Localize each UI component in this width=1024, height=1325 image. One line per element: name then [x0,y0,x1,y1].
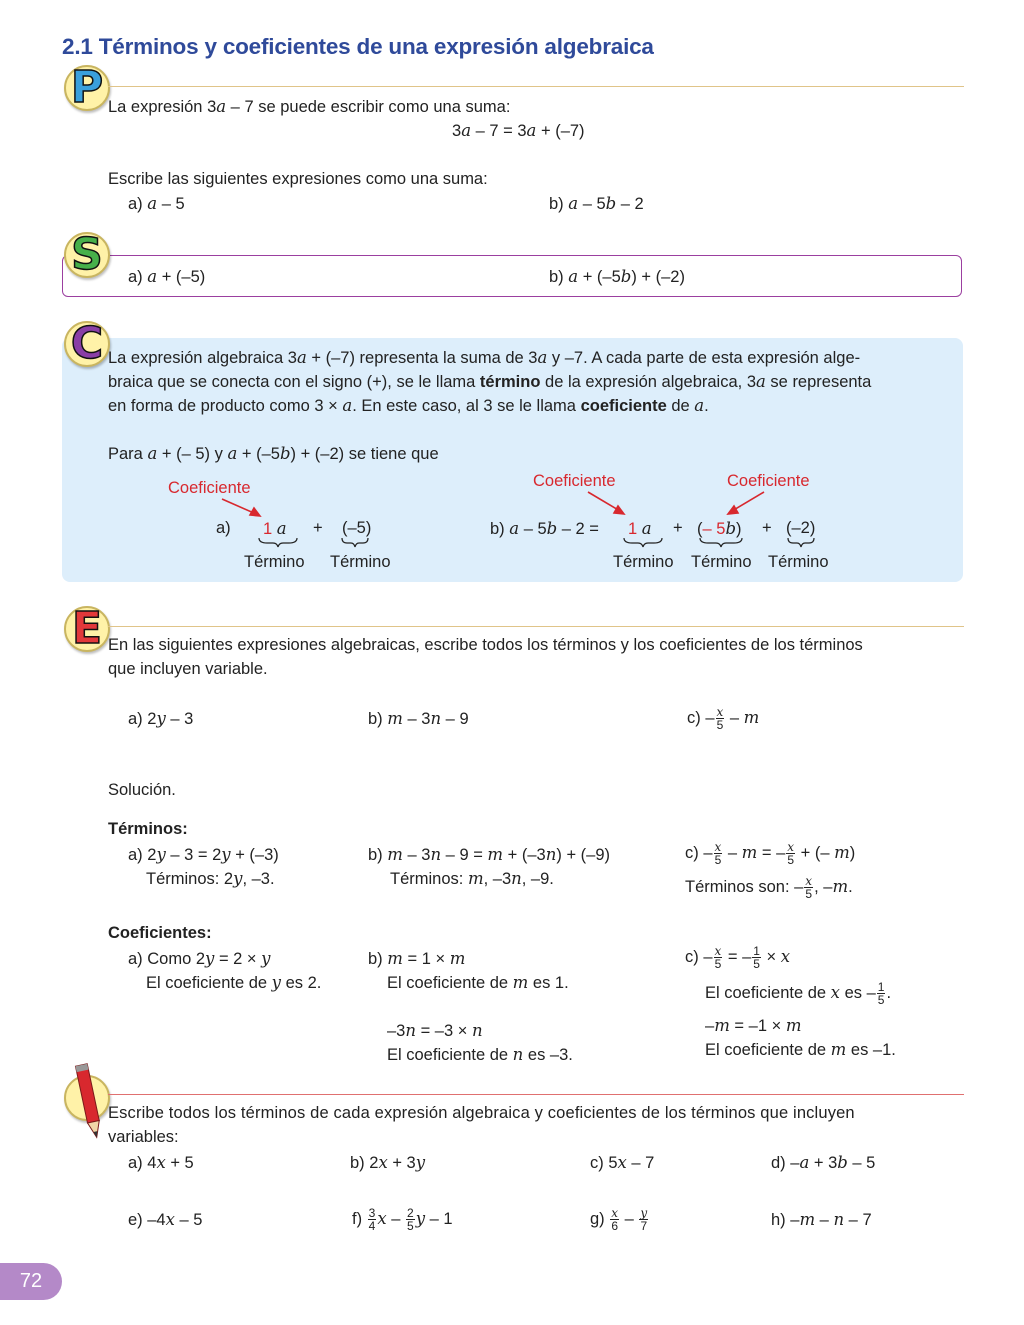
practice-instruction-line-2: variables: [108,1128,179,1146]
c-para: Para a + (– 5) y a + (–5b) + (–2) se tiene que [108,444,439,463]
s-item-a: a) a + (–5) [128,267,206,286]
practice-item-b: b) 2x + 3y [350,1153,426,1172]
s-item-b: b) a + (–5b) + (–2) [549,267,685,286]
example-b-term-3: (–2) [786,519,816,537]
p-badge-icon: P [64,65,110,111]
c-badge-icon: C [64,321,110,367]
example-b-label: b) a – 5b – 2 = [490,519,599,538]
practice-item-h: h) –m – n – 7 [771,1210,872,1229]
e-instruction-line-1: En las siguientes expresiones algebraicas, escribe todos los términos y los coeficientes de los términos [108,636,863,654]
term-label: Término [244,553,305,571]
brace [788,538,814,547]
p-equation: 3a – 7 = 3a + (–7) [452,121,585,140]
e-badge-icon: E [64,606,110,652]
brace [700,538,742,547]
term-label: Término [613,553,674,571]
coef-c-result: El coeficiente de x es – $\frac{1}{5}$ . [705,980,892,1007]
coefficient-label: Coeficiente [168,479,251,497]
term-label: Término [768,553,829,571]
coefficient-label: Coeficiente [727,472,810,490]
divider [108,626,964,627]
p-intro: La expresión 3a – 7 se puede escribir como una suma: [108,97,511,116]
practice-item-a: a) 4x + 5 [128,1153,194,1172]
page-number: 72 [0,1263,62,1300]
p-item-b: b) a – 5b – 2 [549,194,644,213]
practice-item-f: f) $\frac{3}{4}$ x – $\frac{2}{5}$ y – 1 [352,1206,453,1233]
brace [259,538,297,547]
practice-item-e: e) –4x – 5 [128,1210,203,1229]
p-item-a: a) a – 5 [128,194,185,213]
coefficients-heading: Coeficientes: [108,924,212,942]
plus-sign: + [313,519,323,537]
terms-a: a) 2y – 3 = 2y + (–3) [128,845,279,864]
coefficient-label: Coeficiente [533,472,616,490]
terms-b: b) m – 3n – 9 = m + (–3n) + (–9) [368,845,611,864]
page-title: 2.1 Términos y coeficientes de una expresión algebraica [62,34,654,59]
practice-item-d: d) –a + 3b – 5 [771,1153,876,1172]
coef-b: b) m = 1 × m [368,949,466,968]
coef-c2: –m = –1 × m [705,1016,802,1035]
solution-label: Solución. [108,781,176,799]
plus-sign: + [762,519,772,537]
terms-heading: Términos: [108,820,188,838]
s-badge-icon: S [64,232,110,278]
c-line-1: La expresión algebraica 3a + (–7) representa la suma de 3a y –7. A cada parte de esta expresión alge- [108,348,861,367]
coef-c: c) – $\frac{x}{5}$ = – $\frac{1}{5}$ × x [685,944,791,971]
example-b-term-1: 1 a [628,519,652,538]
divider [108,1094,964,1095]
p-instruction: Escribe las siguientes expresiones como una suma: [108,170,488,188]
brace [624,538,662,547]
e-item-b: b) m – 3n – 9 [368,709,469,728]
coef-c2-result: El coeficiente de m es –1. [705,1040,896,1059]
brace [342,538,368,547]
example-a-term-1: 1 a [263,519,287,538]
coef-a: a) Como 2y = 2 × y [128,949,271,968]
example-b-term-2: (– 5b) [697,519,742,538]
term-label: Término [691,553,752,571]
e-instruction-line-2: que incluyen variable. [108,660,268,678]
terms-a-result: Términos: 2y, –3. [146,869,275,888]
e-item-a: a) 2y – 3 [128,709,194,728]
coef-b2-result: El coeficiente de n es –3. [387,1045,573,1064]
terms-b-result: Términos: m, –3n, –9. [390,869,554,888]
c-line-2: braica que se conecta con el signo (+), se le llama término de la expresión algebraica, 3a se representa [108,372,872,391]
coef-b-result: El coeficiente de m es 1. [387,973,569,992]
e-item-c: c) – $\frac{x}{5}$ – m [687,705,760,732]
practice-item-g: g) $\frac{x}{6}$ – $\frac{y}{7}$ [590,1206,648,1233]
terms-c-result: Términos son: – $\frac{x}{5}$ , –m. [685,874,853,901]
plus-sign: + [673,519,683,537]
coef-b2: –3n = –3 × n [387,1021,483,1040]
c-line-3: en forma de producto como 3 × a. En este caso, al 3 se le llama coeficiente de a. [108,396,709,415]
term-label: Término [330,553,391,571]
practice-instruction-line-1: Escribe todos los términos de cada expresión algebraica y coeficientes de los términos que incluyen [108,1104,855,1122]
terms-c: c) – $\frac{x}{5}$ – m = – $\frac{x}{5}$ + (– m) [685,840,856,867]
example-a-term-2: (–5) [342,519,372,537]
example-a-label: a) [216,519,231,537]
coef-a-result: El coeficiente de y es 2. [146,973,322,992]
practice-item-c: c) 5x – 7 [590,1153,655,1172]
pencil-icon [70,1058,110,1144]
